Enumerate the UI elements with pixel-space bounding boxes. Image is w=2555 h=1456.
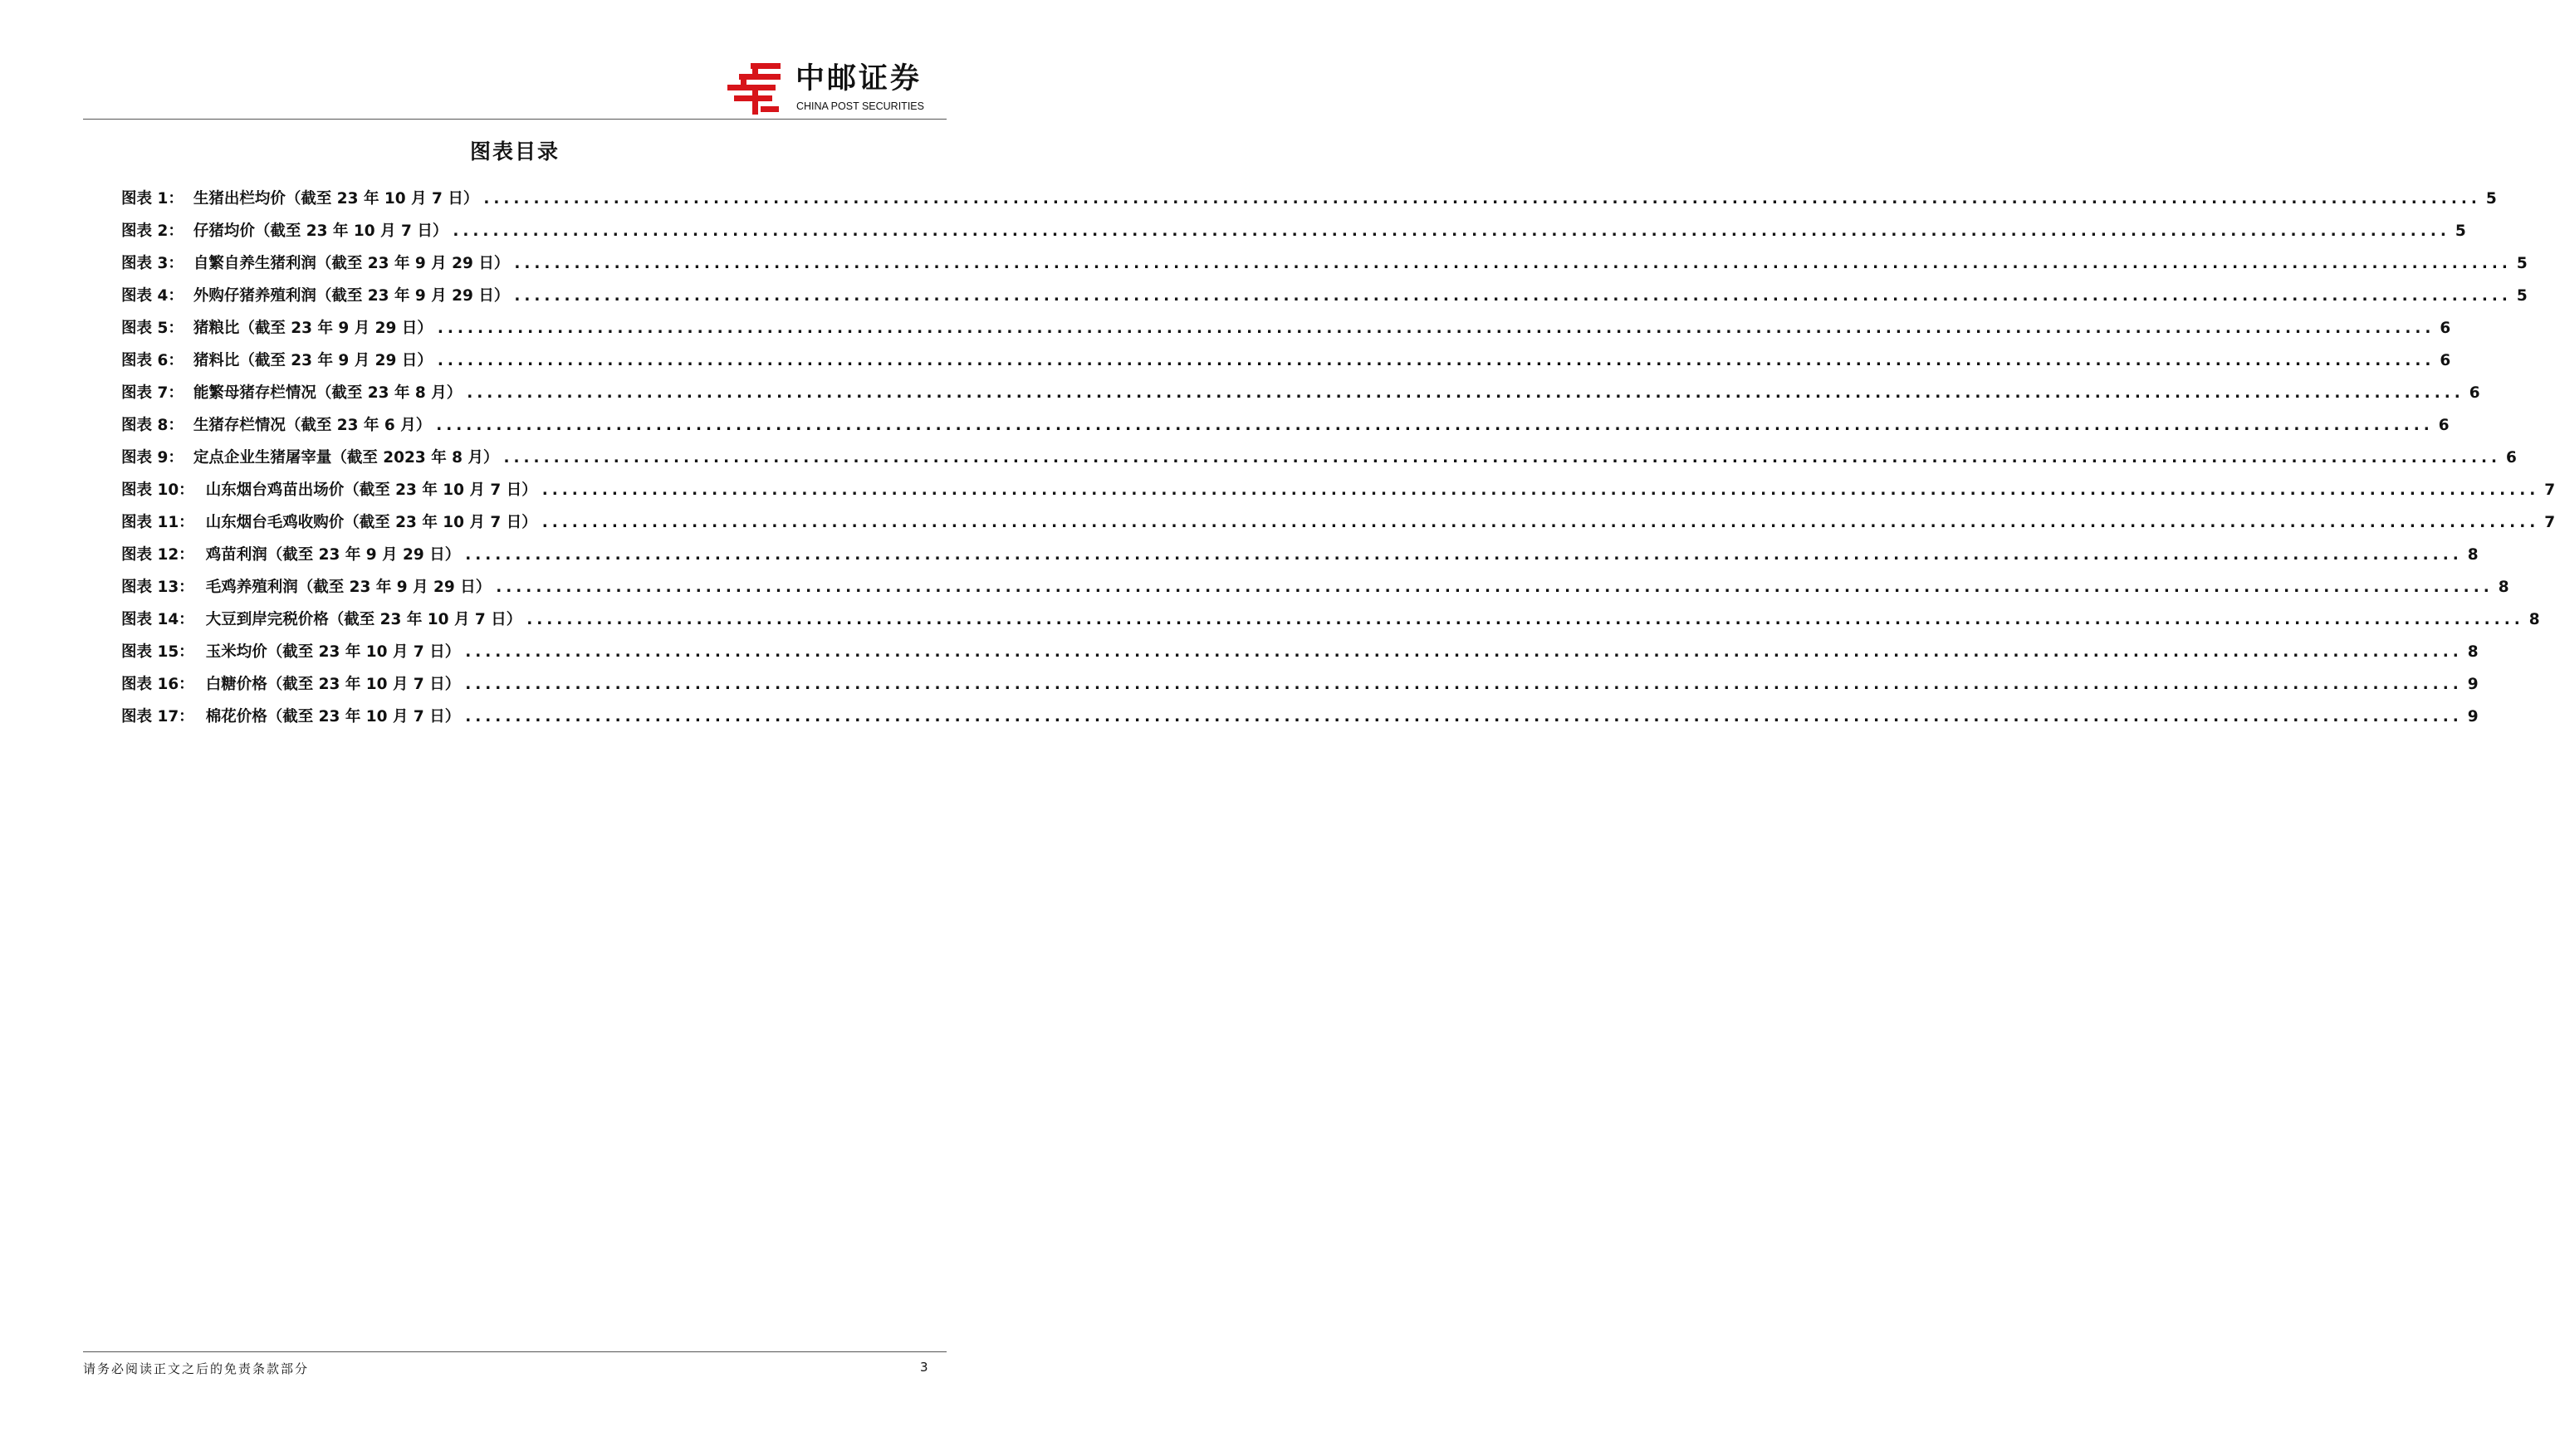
toc-entry[interactable] <box>121 383 2480 415</box>
toc-entry[interactable] <box>121 674 2479 706</box>
toc-entry-page: 8 <box>2498 579 2509 596</box>
toc-entry-title: 自繁自养生猪利润（截至 23 年 9 月 29 日） <box>193 255 510 272</box>
toc-entry[interactable] <box>121 642 2479 674</box>
toc-entry[interactable] <box>121 447 2517 480</box>
toc-leader-dots: ........................................................................................................................................................................................................ <box>465 676 2463 693</box>
toc-leader-dots: ........................................................................................................................................................................................................ <box>465 643 2463 661</box>
toc-leader-dots: ........................................................................................................................................................................................................ <box>436 417 2434 434</box>
toc-entry-page: 6 <box>2438 417 2450 434</box>
toc-leader-dots: ........................................................................................................................................................................................................ <box>496 579 2494 596</box>
toc-entry-page: 6 <box>2440 320 2451 337</box>
china-post-emblem-icon <box>727 61 787 115</box>
toc-entry-label: 图表 4： <box>121 287 184 305</box>
table-of-figures <box>121 188 2555 739</box>
toc-entry-title: 鸡苗利润（截至 23 年 9 月 29 日） <box>205 546 461 564</box>
toc-entry[interactable] <box>121 609 2540 642</box>
toc-entry-label: 图表 13： <box>121 579 194 596</box>
toc-entry-page: 8 <box>2528 611 2540 628</box>
footer-disclaimer: 请务必阅读正文之后的免责条款部分 <box>83 1361 310 1376</box>
company-logo <box>727 61 952 115</box>
toc-leader-dots: ........................................................................................................................................................................................................ <box>465 546 2463 564</box>
toc-entry-label: 图表 10： <box>121 481 194 499</box>
toc-entry-page: 5 <box>2455 222 2466 240</box>
toc-leader-dots: ........................................................................................................................................................................................................ <box>437 352 2435 369</box>
toc-entry-page: 8 <box>2467 546 2479 564</box>
toc-entry-page: 5 <box>2516 287 2528 305</box>
toc-entry-page: 9 <box>2467 676 2479 693</box>
toc-entry-label: 图表 3： <box>121 255 184 272</box>
toc-entry-label: 图表 14： <box>121 611 194 628</box>
toc-entry-label: 图表 9： <box>121 449 184 467</box>
toc-entry[interactable] <box>121 188 2497 221</box>
toc-entry-label: 图表 17： <box>121 708 194 726</box>
toc-entry-label: 图表 15： <box>121 643 194 661</box>
page-title: 图表目录 <box>469 139 560 164</box>
toc-leader-dots: ........................................................................................................................................................................................................ <box>503 449 2502 467</box>
toc-entry[interactable] <box>121 545 2479 577</box>
toc-entry-page: 5 <box>2485 190 2497 208</box>
toc-leader-dots: ........................................................................................................................................................................................................ <box>465 708 2463 726</box>
toc-entry-title: 玉米均价（截至 23 年 10 月 7 日） <box>205 643 461 661</box>
toc-entry-page: 6 <box>2469 384 2480 402</box>
header-divider <box>83 119 947 120</box>
toc-entry-page: 6 <box>2440 352 2451 369</box>
toc-entry-page: 5 <box>2516 255 2528 272</box>
toc-entry-page: 7 <box>2544 514 2555 531</box>
toc-entry-label: 图表 2： <box>121 222 184 240</box>
toc-entry-label: 图表 8： <box>121 417 184 434</box>
toc-entry[interactable] <box>121 318 2451 350</box>
toc-entry-title: 生猪存栏情况（截至 23 年 6 月） <box>193 417 432 434</box>
toc-entry-title: 仔猪均价（截至 23 年 10 月 7 日） <box>193 222 448 240</box>
toc-entry-title: 棉花价格（截至 23 年 10 月 7 日） <box>205 708 461 726</box>
toc-leader-dots: ........................................................................................................................................................................................................ <box>453 222 2450 240</box>
toc-entry-page: 6 <box>2506 449 2517 467</box>
page-number: 3 <box>920 1360 928 1375</box>
toc-entry-title: 猪粮比（截至 23 年 9 月 29 日） <box>193 320 433 337</box>
toc-leader-dots: ........................................................................................................................................................................................................ <box>437 320 2435 337</box>
toc-entry-title: 外购仔猪养殖利润（截至 23 年 9 月 29 日） <box>193 287 510 305</box>
footer-divider <box>83 1351 947 1352</box>
toc-entry-title: 大豆到岸完税价格（截至 23 年 10 月 7 日） <box>205 611 522 628</box>
toc-entry-title: 定点企业生猪屠宰量（截至 2023 年 8 月） <box>193 449 499 467</box>
logo-english-name: CHINA POST SECURITIES <box>796 100 924 112</box>
toc-leader-dots: ........................................................................................................................................................................................................ <box>514 287 2512 305</box>
toc-entry-title: 猪料比（截至 23 年 9 月 29 日） <box>193 352 433 369</box>
toc-entry-page: 8 <box>2467 643 2479 661</box>
toc-entry[interactable] <box>121 512 2555 545</box>
toc-leader-dots: ........................................................................................................................................................................................................ <box>467 384 2464 402</box>
toc-entry[interactable] <box>121 415 2450 447</box>
toc-leader-dots: ........................................................................................................................................................................................................ <box>514 255 2512 272</box>
toc-entry[interactable] <box>121 577 2509 609</box>
toc-entry[interactable] <box>121 350 2451 383</box>
toc-leader-dots: ........................................................................................................................................................................................................ <box>541 481 2540 499</box>
toc-entry[interactable] <box>121 706 2479 739</box>
toc-entry-title: 能繁母猪存栏情况（截至 23 年 8 月） <box>193 384 463 402</box>
toc-entry-label: 图表 1： <box>121 190 184 208</box>
toc-entry-title: 山东烟台鸡苗出场价（截至 23 年 10 月 7 日） <box>205 481 537 499</box>
toc-entry-page: 7 <box>2544 481 2555 499</box>
logo-chinese-name: 中邮证券 <box>795 62 923 95</box>
toc-entry-label: 图表 6： <box>121 352 184 369</box>
toc-leader-dots: ........................................................................................................................................................................................................ <box>483 190 2481 208</box>
toc-entry-title: 生猪出栏均价（截至 23 年 10 月 7 日） <box>193 190 479 208</box>
toc-entry-label: 图表 7： <box>121 384 184 402</box>
toc-leader-dots: ........................................................................................................................................................................................................ <box>526 611 2524 628</box>
toc-entry-page: 9 <box>2467 708 2479 726</box>
toc-entry-title: 白糖价格（截至 23 年 10 月 7 日） <box>205 676 461 693</box>
toc-entry-label: 图表 12： <box>121 546 194 564</box>
toc-entry-title: 毛鸡养殖利润（截至 23 年 9 月 29 日） <box>205 579 492 596</box>
toc-leader-dots: ........................................................................................................................................................................................................ <box>541 514 2540 531</box>
toc-entry[interactable] <box>121 286 2528 318</box>
toc-entry-title: 山东烟台毛鸡收购价（截至 23 年 10 月 7 日） <box>205 514 537 531</box>
toc-entry[interactable] <box>121 253 2528 286</box>
toc-entry-label: 图表 11： <box>121 514 194 531</box>
toc-entry[interactable] <box>121 480 2555 512</box>
toc-entry[interactable] <box>121 221 2466 253</box>
toc-entry-label: 图表 5： <box>121 320 184 337</box>
toc-entry-label: 图表 16： <box>121 676 194 693</box>
